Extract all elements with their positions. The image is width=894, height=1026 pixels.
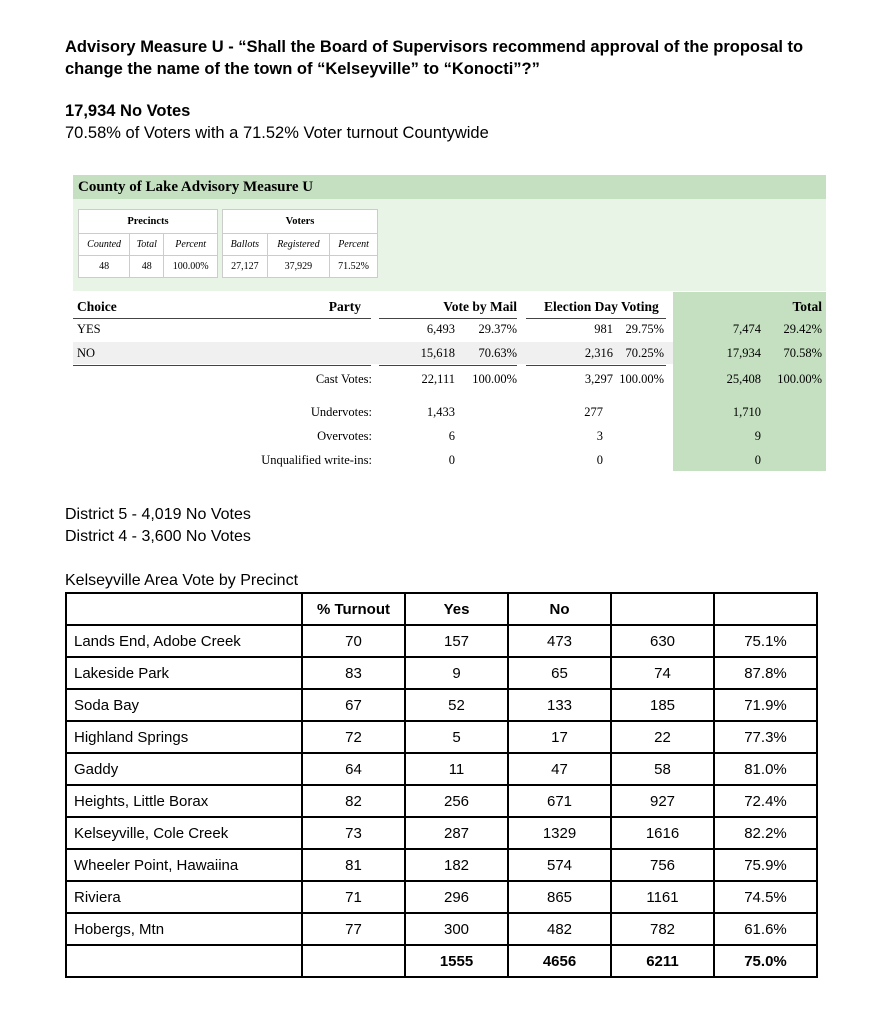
col-party: Party — [328, 299, 361, 314]
table-row — [66, 849, 817, 881]
writeins-eday: 0 — [596, 453, 603, 467]
total-cell: 1616 — [611, 817, 714, 849]
precinct-name: Highland Springs — [66, 721, 302, 753]
precincts-header: Counted — [79, 234, 130, 256]
header-rule — [73, 318, 371, 319]
precinct-table-title: Kelseyville Area Vote by Precinct — [65, 572, 299, 589]
cast-votes-label: Cast Votes: — [315, 372, 372, 386]
no-cell: 574 — [508, 849, 611, 881]
county-results-panel — [73, 175, 826, 471]
precinct-name: Wheeler Point, Hawaiina — [66, 849, 302, 881]
turnout-cell: 67 — [302, 689, 405, 721]
voters-header: Percent — [330, 234, 378, 256]
precinct-name: Hobergs, Mtn — [66, 913, 302, 945]
precincts-value: 48 — [130, 256, 164, 278]
percent-cell: 77.3% — [714, 721, 817, 753]
percent-cell: 71.9% — [714, 689, 817, 721]
yes-cell: 9 — [405, 657, 508, 689]
voters-value: 37,929 — [267, 256, 329, 278]
percent-cell: 72.4% — [714, 785, 817, 817]
totals-yes: 1555 — [405, 945, 508, 977]
undervotes-label: Undervotes: — [310, 405, 372, 419]
total-cell: 22 — [611, 721, 714, 753]
turnout-cell: 83 — [302, 657, 405, 689]
voters-value: 27,127 — [223, 256, 268, 278]
col-election-day: Election Day Voting — [544, 299, 659, 314]
voters-caption: Voters — [223, 210, 378, 234]
precinct-table — [65, 592, 818, 978]
header-rule — [379, 318, 517, 319]
voters-header: Ballots — [223, 234, 268, 256]
header-cell — [611, 593, 714, 625]
no-cell: 671 — [508, 785, 611, 817]
overvotes-total: 9 — [754, 429, 761, 443]
no-mail: 15,618 — [420, 346, 455, 360]
percent-cell: 75.9% — [714, 849, 817, 881]
cast-total: 25,408 — [726, 372, 761, 386]
total-cell: 1161 — [611, 881, 714, 913]
cast-rule — [526, 365, 666, 366]
precinct-name: Gaddy — [66, 753, 302, 785]
precincts-summary-table — [78, 209, 218, 278]
totals-percent: 75.0% — [714, 945, 817, 977]
undervotes-eday: 277 — [584, 405, 603, 419]
yes-total-pct: 29.42% — [783, 322, 822, 336]
yes-cell: 182 — [405, 849, 508, 881]
header-no: No — [508, 593, 611, 625]
no-total-pct: 70.58% — [783, 346, 822, 360]
choice-yes: YES — [77, 322, 101, 336]
cast-rule — [379, 365, 517, 366]
yes-cell: 52 — [405, 689, 508, 721]
precinct-name: Riviera — [66, 881, 302, 913]
yes-mail: 6,493 — [426, 322, 455, 336]
writeins-label: Unqualified write-ins: — [261, 453, 372, 467]
precinct-name: Kelseyville, Cole Creek — [66, 817, 302, 849]
turnout-cell: 64 — [302, 753, 405, 785]
table-row — [66, 753, 817, 785]
no-cell: 865 — [508, 881, 611, 913]
voters-header: Registered — [267, 234, 329, 256]
percent-cell: 82.2% — [714, 817, 817, 849]
totals-row — [66, 945, 817, 977]
no-cell: 65 — [508, 657, 611, 689]
header-yes: Yes — [405, 593, 508, 625]
voters-value: 71.52% — [330, 256, 378, 278]
turnout-cell: 70 — [302, 625, 405, 657]
choice-no: NO — [77, 346, 96, 360]
col-choice: Choice — [77, 299, 117, 314]
no-cell: 133 — [508, 689, 611, 721]
precincts-value: 48 — [79, 256, 130, 278]
no-eday-pct: 70.25% — [625, 346, 664, 360]
turnout-cell: 81 — [302, 849, 405, 881]
percent-cell: 81.0% — [714, 753, 817, 785]
precinct-header-row — [66, 593, 817, 625]
cast-rule — [73, 365, 371, 366]
table-row — [66, 721, 817, 753]
total-cell: 630 — [611, 625, 714, 657]
header-rule — [526, 318, 666, 319]
voters-summary-table — [222, 209, 378, 278]
undervotes-total: 1,710 — [732, 405, 761, 419]
cast-total-pct: 100.00% — [777, 372, 822, 386]
precincts-caption: Precincts — [79, 210, 218, 234]
no-cell: 1329 — [508, 817, 611, 849]
precincts-header: Percent — [164, 234, 218, 256]
yes-cell: 296 — [405, 881, 508, 913]
totals-total: 6211 — [611, 945, 714, 977]
total-cell: 927 — [611, 785, 714, 817]
percent-cell: 61.6% — [714, 913, 817, 945]
yes-cell: 300 — [405, 913, 508, 945]
table-row — [66, 913, 817, 945]
totals-cell — [302, 945, 405, 977]
percent-cell: 74.5% — [714, 881, 817, 913]
cast-mail-pct: 100.00% — [472, 372, 517, 386]
table-row — [66, 657, 817, 689]
precincts-value: 100.00% — [164, 256, 218, 278]
no-total: 17,934 — [726, 346, 761, 360]
measure-title: Advisory Measure U - “Shall the Board of Supervisors recommend approval of the proposal to change the name of the town of “Kelseyville” to “Konocti”?” — [65, 38, 804, 78]
yes-eday: 981 — [594, 322, 613, 336]
no-cell: 473 — [508, 625, 611, 657]
yes-cell: 5 — [405, 721, 508, 753]
precinct-name: Lakeside Park — [66, 657, 302, 689]
turnout-cell: 71 — [302, 881, 405, 913]
turnout-cell: 82 — [302, 785, 405, 817]
overvotes-eday: 3 — [596, 429, 603, 443]
panel-summary — [73, 199, 826, 291]
yes-cell: 287 — [405, 817, 508, 849]
col-total: Total — [792, 299, 822, 314]
undervotes-mail: 1,433 — [426, 405, 455, 419]
turnout-cell: 72 — [302, 721, 405, 753]
table-row — [66, 881, 817, 913]
table-row — [66, 817, 817, 849]
no-votes-total: 17,934 No Votes — [65, 102, 191, 120]
precinct-name: Soda Bay — [66, 689, 302, 721]
writeins-mail: 0 — [448, 453, 455, 467]
no-cell: 482 — [508, 913, 611, 945]
table-row — [66, 785, 817, 817]
countywide-summary: 70.58% of Voters with a 71.52% Voter turnout Countywide — [65, 124, 489, 142]
total-cell: 782 — [611, 913, 714, 945]
table-row — [66, 625, 817, 657]
cast-mail: 22,111 — [421, 372, 455, 386]
no-cell: 47 — [508, 753, 611, 785]
panel-title: County of Lake Advisory Measure U — [73, 175, 826, 199]
yes-mail-pct: 29.37% — [478, 322, 517, 336]
overvotes-mail: 6 — [448, 429, 455, 443]
writeins-total: 0 — [754, 453, 761, 467]
total-cell: 58 — [611, 753, 714, 785]
cast-eday-pct: 100.00% — [619, 372, 664, 386]
district-5-summary: District 5 - 4,019 No Votes — [65, 506, 251, 523]
cast-eday: 3,297 — [584, 372, 613, 386]
header-cell — [714, 593, 817, 625]
col-vote-by-mail: Vote by Mail — [443, 299, 517, 314]
no-mail-pct: 70.63% — [478, 346, 517, 360]
yes-cell: 157 — [405, 625, 508, 657]
overvotes-label: Overvotes: — [317, 429, 372, 443]
total-cell: 756 — [611, 849, 714, 881]
header-turnout: % Turnout — [302, 593, 405, 625]
no-eday: 2,316 — [584, 346, 613, 360]
percent-cell: 75.1% — [714, 625, 817, 657]
precinct-name: Lands End, Adobe Creek — [66, 625, 302, 657]
total-cell: 185 — [611, 689, 714, 721]
totals-cell — [66, 945, 302, 977]
yes-eday-pct: 29.75% — [625, 322, 664, 336]
turnout-cell: 77 — [302, 913, 405, 945]
percent-cell: 87.8% — [714, 657, 817, 689]
header-cell — [66, 593, 302, 625]
no-cell: 17 — [508, 721, 611, 753]
table-row — [66, 689, 817, 721]
yes-total: 7,474 — [732, 322, 761, 336]
district-4-summary: District 4 - 3,600 No Votes — [65, 528, 251, 545]
total-cell: 74 — [611, 657, 714, 689]
turnout-cell: 73 — [302, 817, 405, 849]
yes-cell: 256 — [405, 785, 508, 817]
totals-no: 4656 — [508, 945, 611, 977]
precinct-name: Heights, Little Borax — [66, 785, 302, 817]
yes-cell: 11 — [405, 753, 508, 785]
precincts-header: Total — [130, 234, 164, 256]
